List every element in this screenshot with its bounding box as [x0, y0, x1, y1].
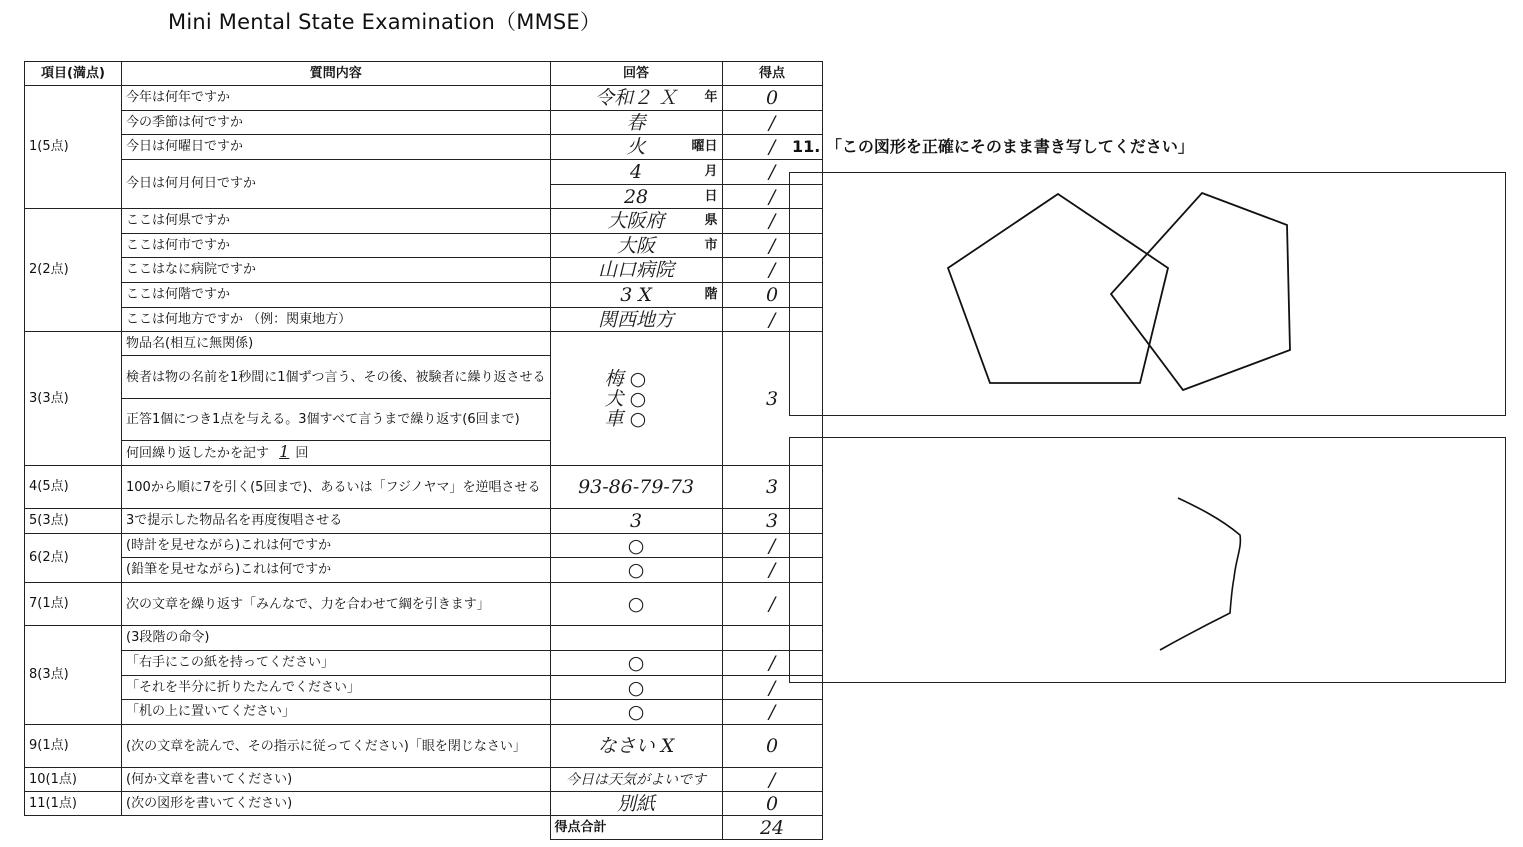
question-recall: 3で提示した物品名を再度復唱させる [122, 509, 551, 534]
item-9: 9(1点) [25, 725, 122, 768]
answer-month-value: 4 [630, 161, 643, 183]
answer-month-unit: 月 [704, 164, 718, 179]
item-11: 11(1点) [25, 792, 122, 816]
answer-recall: 3 [550, 509, 722, 534]
answer-memory [550, 332, 722, 466]
question-draw-figure: (次の図形を書いてください) [122, 792, 551, 816]
question-city: ここは何市ですか [122, 234, 551, 258]
header-answer: 回答 [550, 62, 722, 86]
item-7: 7(1点) [25, 583, 122, 626]
memory-item-3: 車 ○ [604, 407, 647, 430]
memory-item-1: 梅 ○ [604, 367, 647, 390]
score-read-command: 0 [722, 725, 822, 768]
repeat-count-label: 何回繰り返したかを記す [126, 446, 274, 461]
mmse-table [24, 61, 823, 840]
question-registration-2: 正答1個につき1点を与える。3個すべて言うまで繰り返す(6回まで) [122, 399, 551, 441]
answer-region: 関西地方 [550, 308, 722, 332]
question-prefecture: ここは何県ですか [122, 209, 551, 234]
question-region: ここは何地方ですか （例：関東地方） [122, 308, 551, 332]
item-1: 1(5点) [25, 86, 122, 209]
answer-floor-unit: 階 [704, 287, 718, 302]
answer-city [550, 234, 722, 258]
item-5: 5(3点) [25, 509, 122, 534]
question-season: 今の季節は何ですか [122, 111, 551, 135]
score-write-sentence: / [722, 768, 822, 792]
score-serial7: 3 [722, 466, 822, 509]
answer-year-unit: 年 [704, 90, 718, 105]
item-4: 4(5点) [25, 466, 122, 509]
patient-drawing-box [789, 437, 1506, 683]
answer-day-unit: 日 [704, 188, 718, 204]
answer-day-value: 28 [623, 185, 649, 208]
answer-serial7: 93-86-79-73 [550, 466, 722, 509]
score-repeat-sentence: / [722, 583, 822, 626]
question-registration-1: 検者は物の名前を1秒間に1個ずつ言う、その後、被験者に繰り返させる [122, 356, 551, 399]
answer-prefecture-unit: 県 [704, 213, 718, 228]
score-month: / [722, 160, 822, 185]
question-read-command: (次の文章を読んで、その指示に従ってください)「眼を閉じなさい」 [122, 725, 551, 768]
answer-clock: ○ [550, 534, 722, 558]
question-hospital: ここはなに病院ですか [122, 258, 551, 283]
answer-3step-blank [550, 626, 722, 651]
question-objects: 物品名(相互に無関係) [122, 332, 551, 356]
score-recall: 3 [722, 509, 822, 534]
question-fold-paper: 「それを半分に折りたたんでください」 [122, 676, 551, 700]
score-season: / [722, 111, 822, 135]
question-date: 今日は何月何日ですか [122, 160, 551, 209]
page-title: Mini Mental State Examination（MMSE） [168, 10, 602, 34]
answer-pencil: ○ [550, 558, 722, 583]
answer-write-sentence: 今日は天気がよいです [550, 768, 722, 792]
patient-drawing [790, 438, 1507, 684]
answer-year-value: 令和２ Ｘ [595, 87, 678, 109]
score-prefecture: / [722, 209, 822, 234]
question-floor: ここは何階ですか [122, 283, 551, 308]
answer-place-paper: ○ [550, 700, 722, 725]
score-registration: 3 [722, 332, 822, 466]
item-2: 2(2点) [25, 209, 122, 332]
header-question: 質問内容 [122, 62, 551, 86]
item-3: 3(3点) [25, 332, 122, 466]
answer-hold-paper: ○ [550, 651, 722, 676]
answer-repeat-sentence: ○ [550, 583, 722, 626]
model-figure-box [789, 172, 1506, 416]
answer-weekday-value: 火 [626, 136, 646, 158]
question-write-sentence: (何か文章を書いてください) [122, 768, 551, 792]
item-8: 8(3点) [25, 626, 122, 725]
score-pencil: / [722, 558, 822, 583]
score-weekday: / [722, 135, 822, 160]
memory-item-2: 犬 ○ [604, 387, 647, 410]
total-label: 得点合計 [550, 816, 722, 840]
question-place-paper: 「机の上に置いてください」 [122, 700, 551, 725]
answer-weekday-unit: 曜日 [691, 139, 718, 154]
answer-day [550, 185, 722, 209]
answer-month [550, 160, 722, 185]
question-3step: (3段階の命令) [122, 626, 551, 651]
header-score: 得点 [722, 62, 822, 86]
question-serial7: 100から順に7を引く(5回まで)、あるいは「フジノヤマ」を逆唱させる [122, 466, 551, 509]
overlapping-pentagons-figure [790, 173, 1507, 417]
score-city: / [722, 234, 822, 258]
answer-weekday [550, 135, 722, 160]
answer-read-command: なさい X [550, 725, 722, 768]
repeat-count-value: 1 [279, 442, 290, 461]
header-item: 項目(満点) [25, 62, 122, 86]
answer-city-unit: 市 [704, 237, 718, 253]
answer-draw-figure: 別紙 [550, 792, 722, 816]
score-draw-figure: 0 [722, 792, 822, 816]
item-6: 6(2点) [25, 534, 122, 583]
item-10: 10(1点) [25, 768, 122, 792]
figure-instruction: 11. 「この図形を正確にそのまま書き写してください」 [792, 137, 1194, 156]
question-hold-paper: 「右手にこの紙を持ってください」 [122, 651, 551, 676]
answer-prefecture [550, 209, 722, 234]
question-repeat-sentence: 次の文章を繰り返す「みんなで、力を合わせて綱を引きます」 [122, 583, 551, 626]
score-floor: 0 [722, 283, 822, 308]
score-hold-paper: / [722, 651, 822, 676]
total-score: 24 [722, 816, 822, 840]
score-place-paper: / [722, 700, 822, 725]
answer-season: 春 [550, 111, 722, 135]
question-repeat-count [122, 441, 551, 466]
repeat-count-unit: 回 [295, 446, 309, 461]
answer-year [550, 86, 722, 111]
answer-fold-paper: ○ [550, 676, 722, 700]
question-year: 今年は何年ですか [122, 86, 551, 111]
score-hospital: / [722, 258, 822, 283]
score-fold-paper: / [722, 676, 822, 700]
question-clock: (時計を見せながら)これは何ですか [122, 534, 551, 558]
score-region: / [722, 308, 822, 332]
score-day: / [722, 185, 822, 209]
answer-floor-value: 3 X [620, 284, 652, 306]
answer-hospital: 山口病院 [550, 258, 722, 283]
question-pencil: (鉛筆を見せながら)これは何ですか [122, 558, 551, 583]
question-weekday: 今日は何曜日ですか [122, 135, 551, 160]
answer-city-value: 大阪 [617, 234, 656, 257]
answer-prefecture-value: 大阪府 [607, 210, 665, 232]
score-clock: / [722, 534, 822, 558]
score-year: 0 [722, 86, 822, 111]
answer-floor [550, 283, 722, 308]
